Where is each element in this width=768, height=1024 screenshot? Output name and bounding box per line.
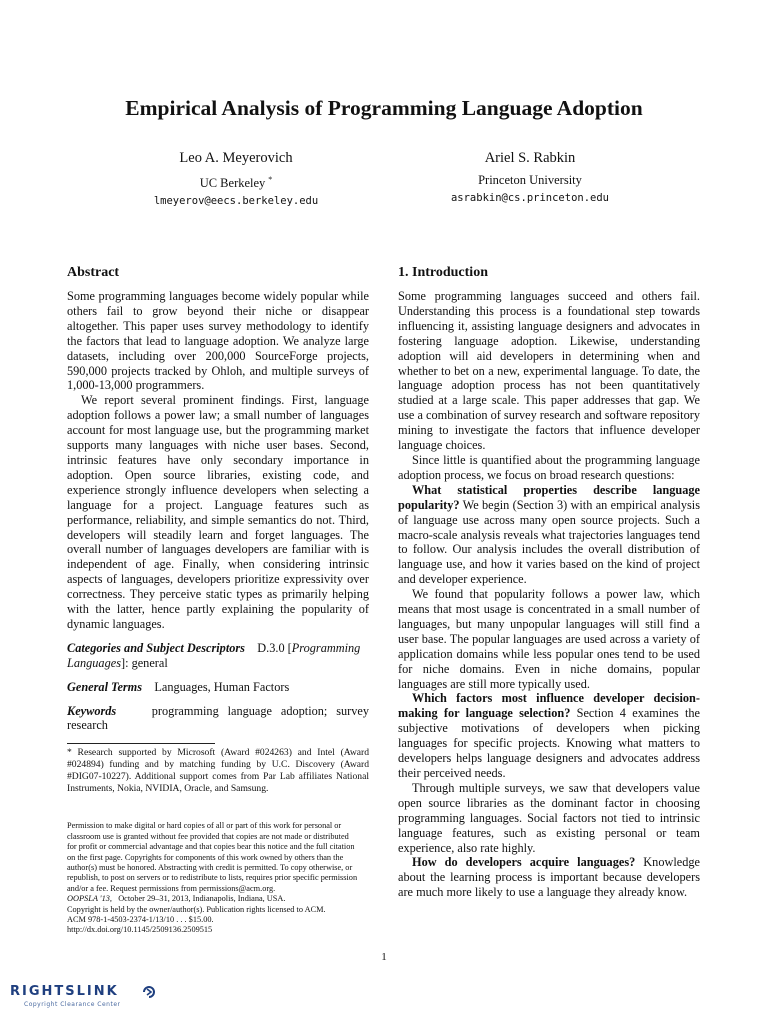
rightslink-logo: [10, 984, 160, 1016]
paper-title: Empirical Analysis of Programming Language Adoption: [125, 96, 643, 120]
rightslink-swoosh-icon: [142, 985, 156, 999]
abstract-paragraph-1: Some programming languages become widely popular while others fail to grow beyond their niche or disappear altogether. This paper uses survey methodology to identify the factors that lead to language adoption. We analyze large datasets, including over 200,000 SourceForge projects, 590,000 projects tracked by Ohloh, and multiple surveys of 1,000-13,000 programmers.: [67, 289, 369, 393]
intro-paragraph-2: Since little is quantified about the programming language adoption process, we focus on broad research questions:: [398, 452, 700, 482]
footnote-rule: [67, 743, 215, 744]
author-2-email: asrabkin@cs.princeton.edu: [450, 192, 610, 204]
research-question-2: Which factors most influence developer decision-making for language selection? Section 4 examines the subjective motivations of developers when picking languages for specific projects. Knowing what matters to developers helps language designers and advocates address their perceived needs.: [398, 691, 700, 780]
abstract-heading: Abstract: [67, 265, 120, 280]
categories-descriptors: Categories and Subject Descriptors D.3.0 [Programming Languages]: general: [67, 640, 361, 670]
author-1-email: lmeyerov@eecs.berkeley.edu: [153, 195, 319, 208]
page-number: 1: [381, 951, 387, 963]
author-1-name: Leo A. Meyerovich: [179, 150, 293, 166]
general-terms: General Terms Languages, Human Factors: [67, 679, 290, 694]
author-2: [380, 148, 680, 207]
intro-paragraph-1: Some programming languages succeed and others fail. Understanding this process is a foundational step towards influencing it, assisting language designers and advocates in fostering language adoption. Likewise, understanding adoption will aid developers in determining when and whether to bet on a new, experimental language. To date, the language adoption process has not been quantitatively studied at a large scale. This paper addresses that gap. We use a combination of survey research and software repository mining to investigate the factors that influence developer language choices.: [398, 289, 700, 453]
keywords: Keywords programming language adoption; survey research: [67, 703, 370, 733]
research-question-1: What statistical properties describe language popularity? We begin (Section 3) with an empirical analysis of language use across many open source projects. Such a macro-scale analysis reveals what trajectories languages tend to follow. Our analysis includes the overall distribution of language use, and how it varies based on the kind of project and developer experience.: [398, 482, 700, 587]
doi-link: http://dx.doi.org/10.1145/2509136.2509515: [67, 925, 213, 935]
abstract-paragraph-2: We report several prominent findings. First, language adoption follows a power law; a small number of languages account for most language use, but the programming market supports many languages with niche user bases. Second, intrinsic features have only secondary importance in adoption. Open source libraries, existing code, and experience strongly influence developers when selecting a language for a project. Language features such as performance, reliability, and simple semantics do not. Third, developers will steadily learn and forget languages. The overall number of languages developers are familiar with is independent of age. Finally, when considering intrinsic aspects of languages, developers prioritize expressivity over correctness. They perceive static types as primarily helping with the latter, hence partly explaining the popularity of dynamic languages.: [67, 393, 369, 631]
research-question-3: How do developers acquire languages? Knowledge about the learning process is important because developers are much more likely to use a language they already know.: [398, 855, 700, 900]
rightslink-logo-subtitle: Copyright Clearance Center: [24, 1001, 121, 1008]
left-column: [67, 264, 369, 936]
author-1-mark: *: [268, 175, 273, 184]
author-2-name: Ariel S. Rabkin: [484, 150, 576, 166]
author-1-affiliation: UC Berkeley *: [199, 175, 273, 191]
right-column: [398, 264, 700, 900]
footnote: * Research supported by Microsoft (Award #024263) and Intel (Award #024894) funding and by matching funding by U.C. Discovery (Award #DIG07-10227). Additional support comes from Par Lab affiliates National Instruments, Nokia, NVIDIA, Oracle, and Samsung.: [67, 747, 369, 795]
intro-paragraph-3: We found that popularity follows a power law, which means that most usage is concentrated in a small number of languages, but many unpopular languages will still find a user base. The popular languages are used across a variety of application domains while less popular ones tend to be used for niche domains. Even in niche domains, popular languages are still more typically used.: [398, 587, 700, 691]
author-1: [86, 148, 386, 210]
rightslink-logo-text: RIGHTSLINK: [10, 984, 119, 999]
intro-paragraph-4: Through multiple surveys, we saw that developers value open source libraries as the dominant factor in choosing programming languages. Social factors not tied to intrinsic language features, such as existing personal or team experience, also rate highly.: [398, 780, 700, 855]
permission-notice: Permission to make digital or hard copies of all or part of this work for personal or classroom use is granted without fee provided that copies are not made or distributed for profit or commercial advantage and that copies bear this notice and the full citation on the first page. Copyrights for components of this work owned by others than the author(s) must be honored. Abstracting with credit is permitted. To copy otherwise, or republish, to post on servers or to redistribute to lists, requires prior specific permission and/or a fee. Request permissions from permissions@acm.org. OOPSLA '13, October 29–31, 2013, Indianapolis, Indiana, USA. Copyright is held by the owner/author(s). Publication rights licensed to ACM. ACM 978-1-4503-2374-1/13/10 . . . $15.00. http://dx.doi.org/10.1145/2509136.2509515: [67, 821, 369, 935]
author-2-affiliation: Princeton University: [478, 173, 582, 187]
venue-line: OOPSLA '13, October 29–31, 2013, Indianapolis, Indiana, USA.: [67, 894, 286, 904]
intro-heading: 1. Introduction: [398, 265, 488, 280]
